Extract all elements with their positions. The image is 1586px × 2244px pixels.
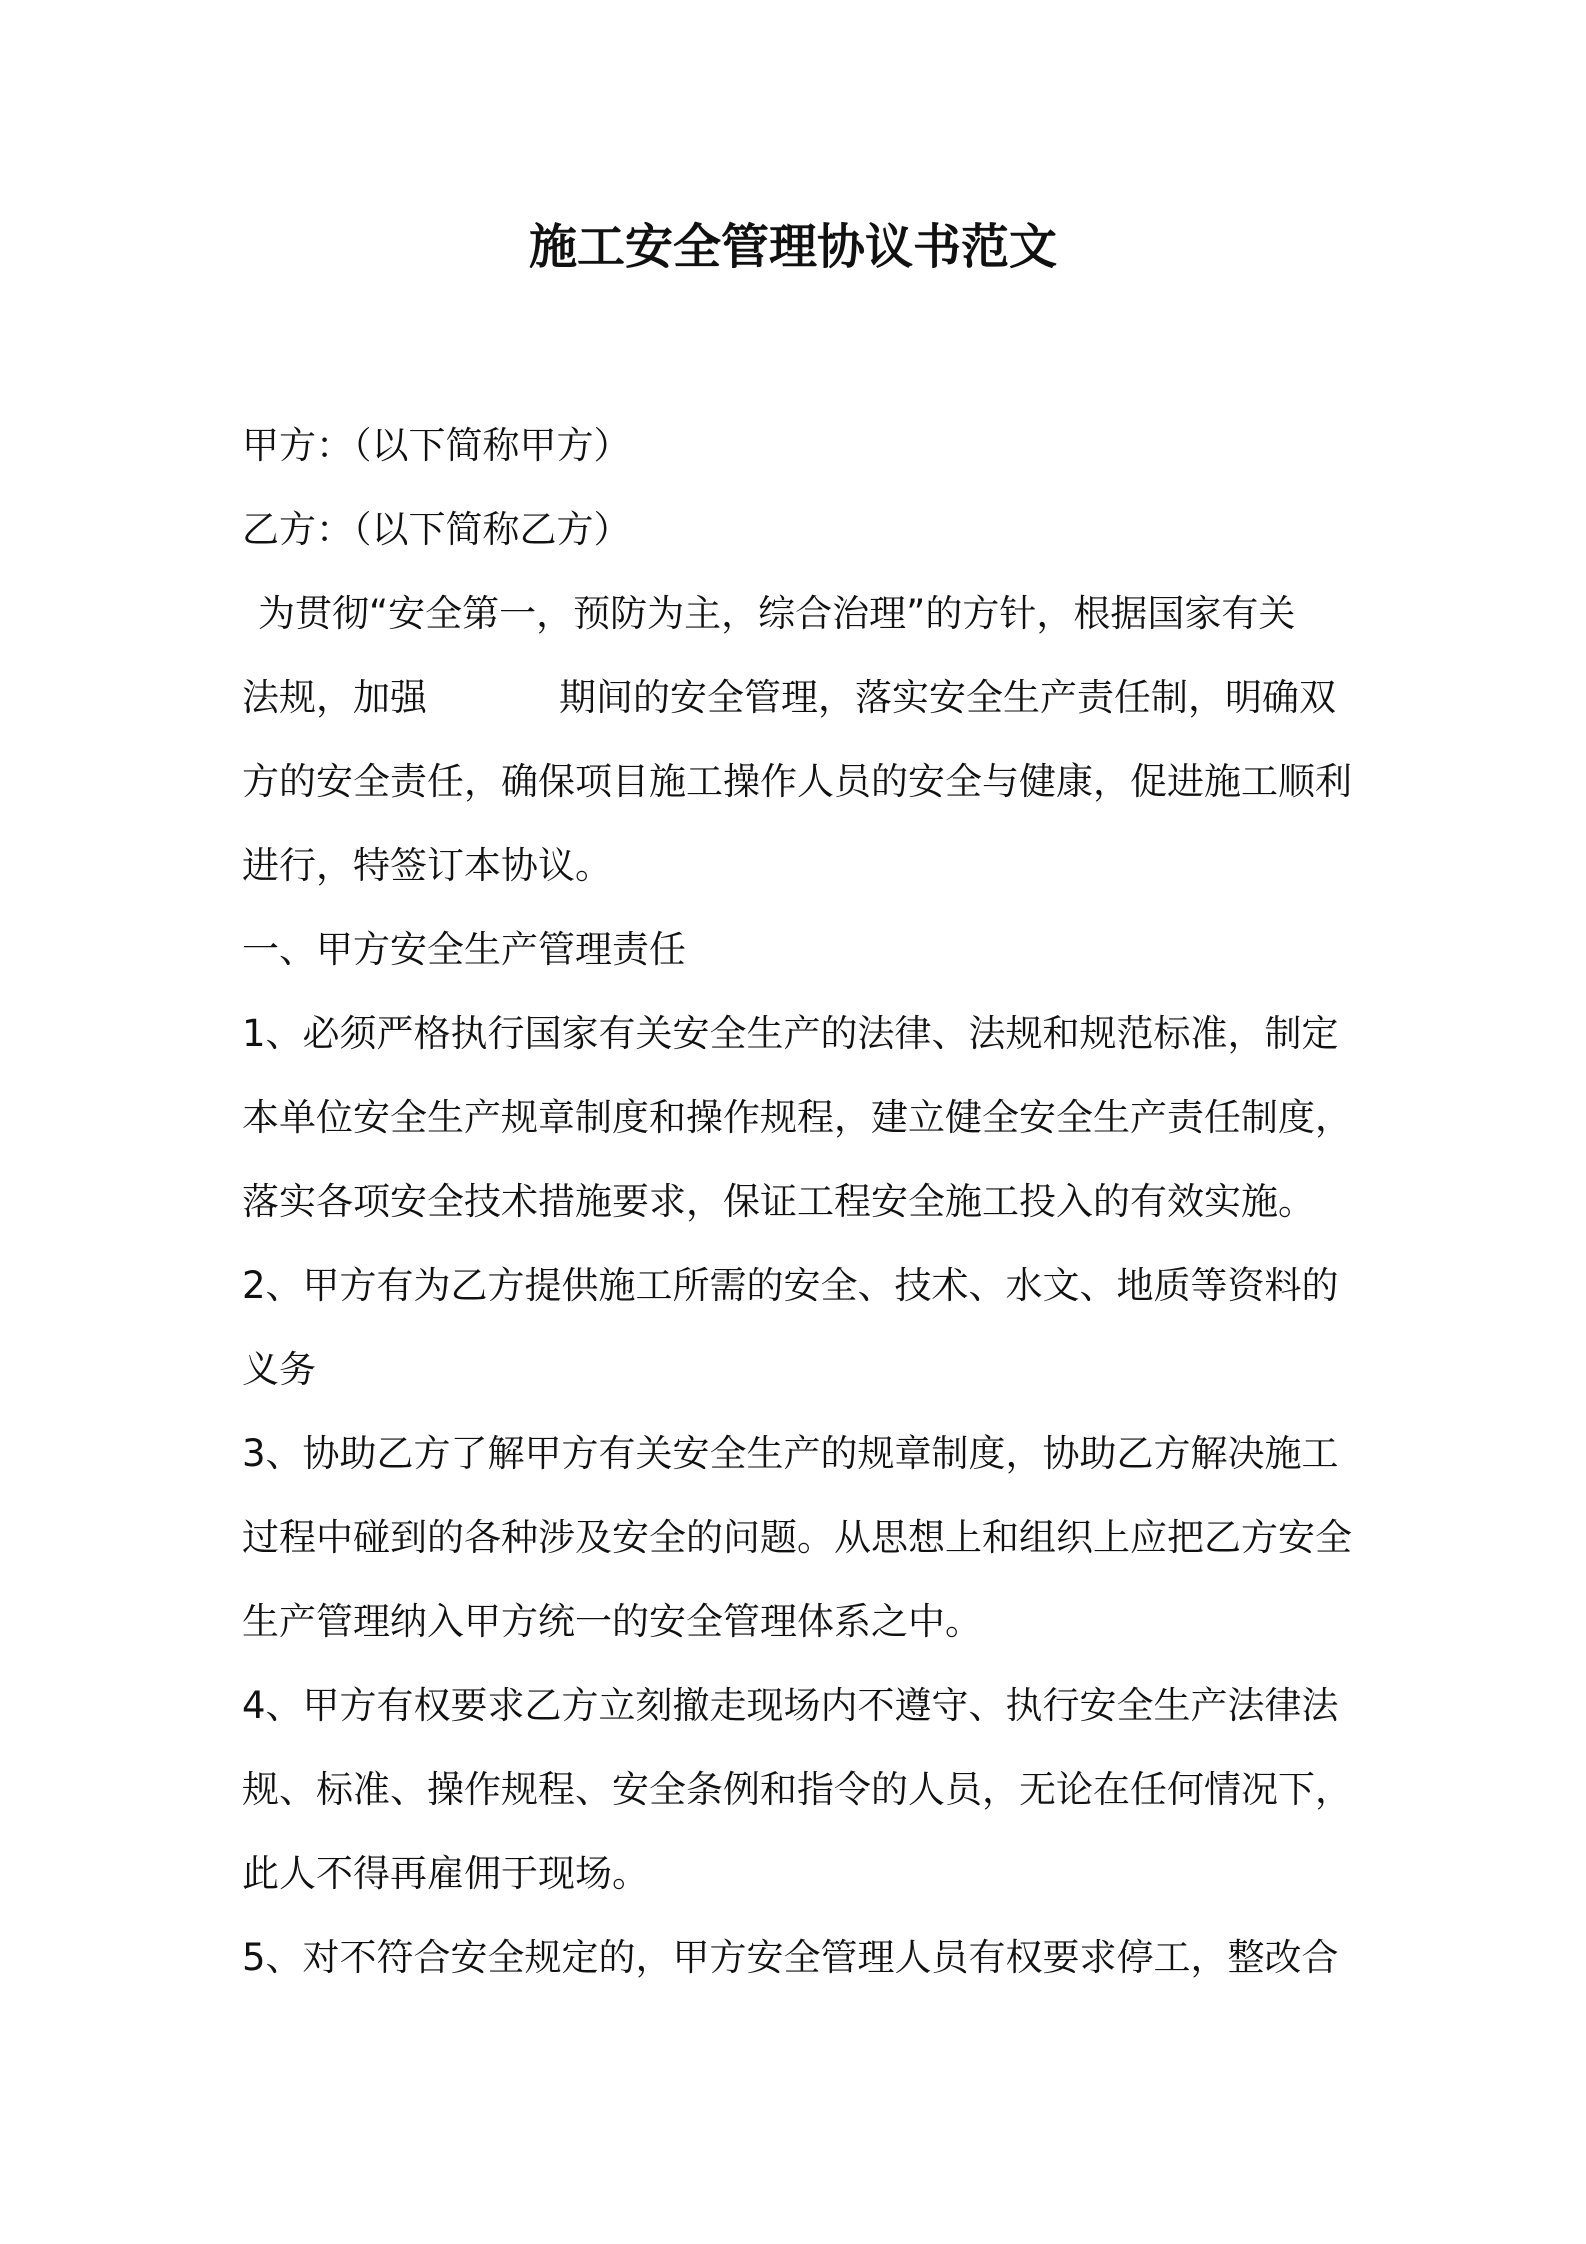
item-2-line-1: 2、甲方有为乙方提供施工所需的安全、技术、水文、地质等资料的 bbox=[242, 1264, 1339, 1307]
item-4-line-2: 规、标准、操作规程、安全条例和指令的人员，无论在任何情况下， bbox=[242, 1768, 1352, 1811]
item-2-line-2: 义务 bbox=[242, 1348, 316, 1391]
item-5-line-1: 5、对不符合安全规定的，甲方安全管理人员有权要求停工，整改合 bbox=[242, 1936, 1339, 1979]
intro-line-3: 方的安全责任，确保项目施工操作人员的安全与健康，促进施工顺利 bbox=[242, 760, 1352, 803]
item-4-line-3: 此人不得再雇佣于现场。 bbox=[242, 1852, 649, 1895]
item-3-line-3: 生产管理纳入甲方统一的安全管理体系之中。 bbox=[242, 1600, 982, 1643]
document-body bbox=[242, 404, 1372, 2000]
item-1-line-2: 本单位安全生产规章制度和操作规程，建立健全安全生产责任制度， bbox=[242, 1096, 1352, 1139]
intro-line-1: 为贯彻“安全第一，预防为主，综合治理”的方针，根据国家有关 bbox=[258, 592, 1296, 635]
intro-line-2 bbox=[242, 656, 1372, 740]
item-3-line-2: 过程中碰到的各种涉及安全的问题。从思想上和组织上应把乙方安全 bbox=[242, 1516, 1352, 1559]
item-3-line-1: 3、协助乙方了解甲方有关安全生产的规章制度，协助乙方解决施工 bbox=[242, 1432, 1339, 1475]
party-b-line: 乙方：（以下简称乙方） bbox=[242, 508, 631, 551]
intro-line-4: 进行，特签订本协议。 bbox=[242, 844, 612, 887]
party-a-line: 甲方：（以下简称甲方） bbox=[242, 424, 631, 467]
section-1-heading: 一、甲方安全生产管理责任 bbox=[242, 928, 686, 971]
document-title: 施工安全管理协议书范文 bbox=[528, 219, 1057, 275]
item-4-line-1: 4、甲方有权要求乙方立刻撤走现场内不遵守、执行安全生产法律法 bbox=[242, 1684, 1339, 1727]
item-1-line-1: 1、必须严格执行国家有关安全生产的法律、法规和规范标准，制定 bbox=[242, 1012, 1339, 1055]
item-1-line-3: 落实各项安全技术措施要求，保证工程安全施工投入的有效实施。 bbox=[242, 1180, 1315, 1223]
intro-line-2-before-blank: 法规，加强 bbox=[242, 676, 427, 719]
intro-line-2-after-blank: 期间的安全管理，落实安全生产责任制，明确双 bbox=[559, 676, 1336, 719]
